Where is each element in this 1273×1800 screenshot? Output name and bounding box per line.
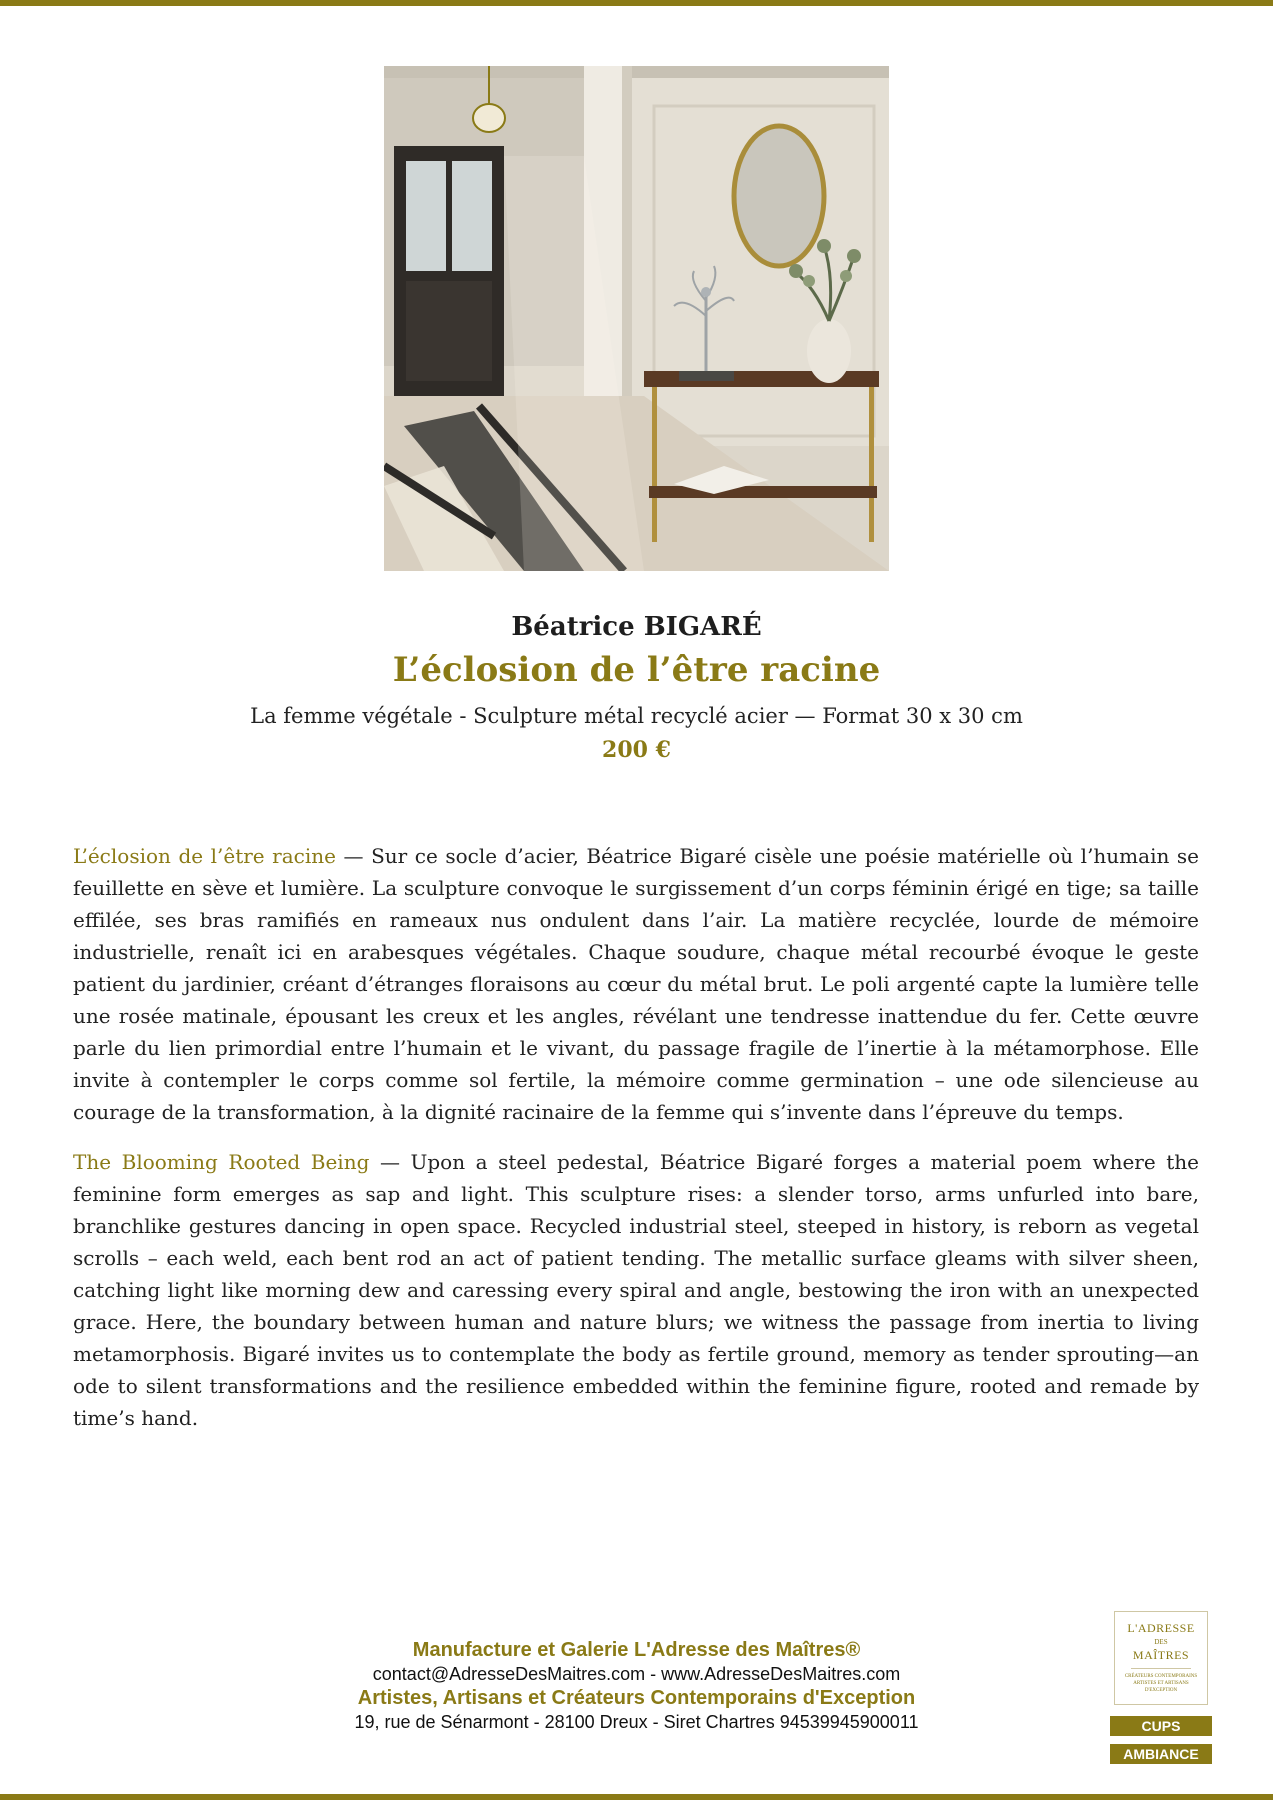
description-fr-text: — Sur ce socle d’acier, Béatrice Bigaré cisèle une poésie matérielle où l’humain se feuillette en sève et lumière. La sculpture convoque le surgissement d’un corps féminin érigé en tige; sa taille effilée, ses bras ramifiés en rameaux nus ondulent dans l’air. La matière recyclée, lourde de mémoire industrielle, renaît ici en arabesques végétales. Chaque soudure, chaque métal recourbé évoque le geste patient du jardinier, créant d’étranges floraisons au cœur du métal brut. Le poli argenté capte la lumière telle une rosée matinale, épousant les creux et les angles, révélant une tendresse inattendue du fer. Cette œuvre parle du lien primordial entre l’humain et le vivant, du passage fragile de l’inertie à la métamorphose. Elle invite à contempler le corps comme sol fertile, la mémoire comme germination – une ode silencieuse au courage de la transformation, à la dignité racinaire de la femme qui s’invente dans l’épreuve du temps. (73, 844, 1199, 1124)
bottom-border (0, 1794, 1273, 1800)
logo-divider (1131, 1668, 1191, 1669)
description-en-lead: The Blooming Rooted Being (73, 1150, 370, 1174)
artwork-room-photo (384, 66, 889, 571)
gallery-logo (1114, 1611, 1208, 1705)
description-fr-lead: L’éclosion de l’être racine (73, 844, 336, 868)
footer-tagline: Artistes, Artisans et Créateurs Contemporains d'Exception (357, 1687, 916, 1709)
top-border (0, 0, 1273, 6)
logo-tagline: CRÉATEURS CONTEMPORAINS ARTISTES ET ARTISANS D'EXCEPTION (1124, 1674, 1198, 1693)
footer-gallery-name: Manufacture et Galerie L'Adresse des Maîtres® (412, 1639, 861, 1661)
artwork-price: 200 € (602, 737, 671, 763)
description-fr (73, 840, 1199, 1128)
footer-contact: contact@AdresseDesMaitres.com - www.AdresseDesMaitres.com (372, 1664, 901, 1684)
logo-line-2: DES (1154, 1638, 1168, 1646)
artwork-title: L’éclosion de l’être racine (392, 650, 881, 690)
artist-name: Béatrice BIGARÉ (511, 612, 762, 642)
description-en (73, 1146, 1199, 1434)
ambiance-badge: AMBIANCE (1110, 1744, 1212, 1764)
logo-line-3: MAÎTRES (1132, 1648, 1190, 1662)
logo-line-1: L'ADRESSE (1127, 1621, 1195, 1635)
artwork-subtitle: La femme végétale - Sculpture métal recyclé acier — Format 30 x 30 cm (250, 704, 1023, 728)
gallery-footer (300, 1638, 973, 1734)
cups-badge: CUPS (1110, 1716, 1212, 1736)
description-en-text: — Upon a steel pedestal, Béatrice Bigaré forges a material poem where the feminine form emerges as sap and light. This sculpture rises: a slender torso, arms unfurled into bare, branchlike gestures dancing in open space. Recycled industrial steel, steeped in history, is reborn as vegetal scrolls – each weld, each bent rod an act of patient tending. The metallic surface gleams with silver sheen, catching light like morning dew and caressing every spiral and angle, bestowing the iron with an unexpected grace. Here, the boundary between human and nature blurs; we witness the passage from inertia to living metamorphosis. Bigaré invites us to contemplate the body as fertile ground, memory as tender sprouting—an ode to silent transformations and the resilience embedded within the feminine figure, rooted and remade by time’s hand. (73, 1150, 1199, 1430)
footer-address: 19, rue de Sénarmont - 28100 Dreux - Siret Chartres 94539945900011 (354, 1712, 919, 1732)
